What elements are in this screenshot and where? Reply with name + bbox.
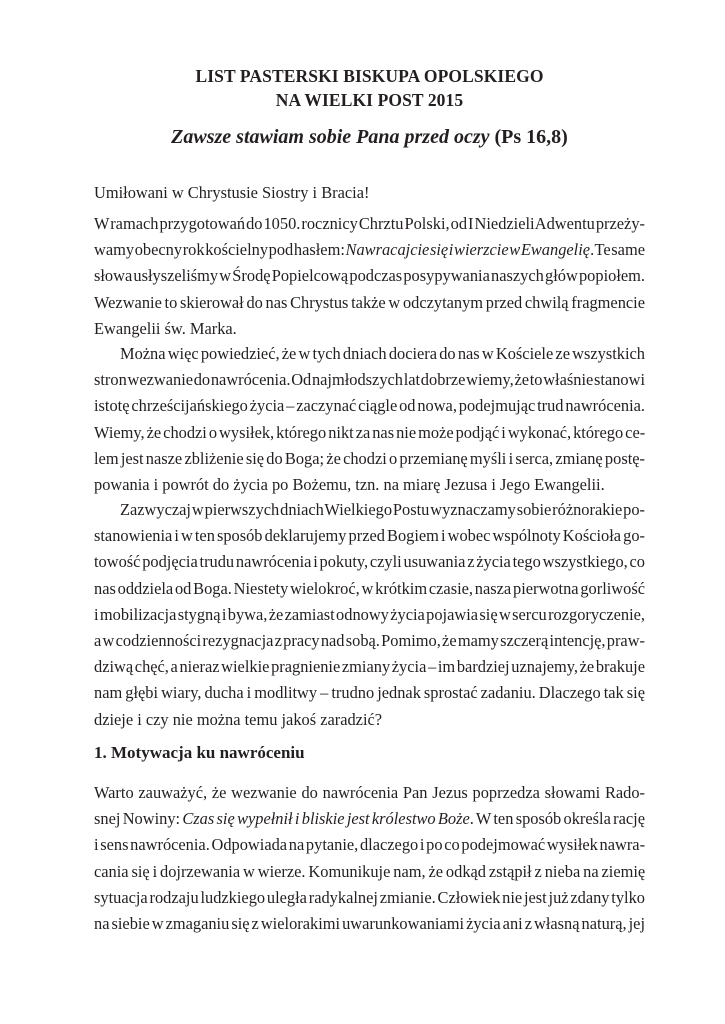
- text-run: snej Nowiny:: [94, 809, 183, 829]
- text-line: Warto zauważyć, że wezwanie do nawrócenia Pan Jezus poprzedza słowami Rado-: [94, 783, 645, 802]
- italic-quote: Czas się wypełnił i bliskie jest królestwo Boże: [182, 809, 470, 829]
- text-line: na siebie w zmaganiu się z wielorakimi uwarunkowaniami życia ani z własną naturą, jej: [94, 913, 645, 933]
- text-line: Wezwanie to skierował do nas Chrystus także w odczytanym przed chwilą fragmencie: [94, 292, 645, 312]
- text-line: i sens nawrócenia. Odpowiada na pytanie, dlaczego i po co podejmować wysiłek nawra-: [94, 835, 646, 855]
- text-line: słowa usłyszeliśmy w Środę Popielcową podczas posypywania naszych głów popiołem.: [94, 266, 645, 286]
- text-line: Można więc powiedzieć, że w tych dniach dociera do nas w Kościele ze wszystkich: [120, 344, 645, 363]
- text-line: stanowienia i w ten sposób deklarujemy przed Bogiem i wobec wspólnoty Kościoła go-: [94, 526, 645, 546]
- text-line: [94, 237, 645, 263]
- text-line: Ewangelii św. Marka.: [94, 318, 237, 338]
- text-line: cania się i dojrzewania w wierze. Komunikuje nam, że odkąd zstąpił z nieba na ziemię: [94, 861, 646, 881]
- text-line: stron wezwanie do nawrócenia. Od najmłodszych lat dobrze wiemy, że to właśnie stanowi: [94, 370, 645, 390]
- text-line: dzieje i czy nie można temu jakoś zaradzić?: [94, 709, 383, 729]
- subtitle-quote: Zawsze stawiam sobie Pana przed oczy: [171, 126, 490, 148]
- document-title-line1: LIST PASTERSKI BISKUPA OPOLSKIEGO: [195, 66, 544, 86]
- text-line: dziwą chęć, a nieraz wielkie pragnienie zmiany życia – im bardziej uznajemy, że brakuje: [94, 657, 645, 677]
- salutation: Umiłowani w Chrystusie Siostry i Bracia!: [94, 183, 370, 202]
- text-run: . W ten sposób określa rację: [469, 809, 645, 829]
- text-line: nam głębi wiary, ducha i modlitwy – trudno jednak sprostać zadaniu. Dlaczego tak się: [94, 683, 645, 703]
- text-line: [94, 806, 645, 832]
- text-line: sytuacja rodzaju ludzkiego uległa radykalnej zmianie. Człowiek nie jest już zdany tylko: [94, 887, 645, 907]
- italic-quote: Nawracajcie się i wierzcie w Ewangelię: [345, 240, 591, 260]
- text-run: wamy obecny rok kościelny pod hasłem:: [94, 240, 346, 260]
- paragraph-1: [94, 211, 645, 342]
- section-heading: 1. Motywacja ku nawróceniu: [94, 743, 305, 762]
- subtitle-reference: (Ps 16,8): [489, 126, 568, 148]
- paragraph-2: [94, 341, 645, 498]
- text-line: W ramach przygotowań do 1050. rocznicy Chrztu Polski, od I Niedzieli Adwentu przeży-: [94, 214, 645, 233]
- text-line: Wiemy, że chodzi o wysiłek, którego nikt za nas nie może podjąć i wykonać, którego ce-: [94, 422, 646, 442]
- text-line: istotę chrześcijańskiego życia – zaczynać ciągle od nowa, podejmując trud nawrócenia.: [94, 396, 645, 416]
- paragraph-4: [94, 780, 645, 937]
- paragraph-3: [94, 497, 645, 733]
- text-line: Zazwyczaj w pierwszych dniach Wielkiego Postu wyznaczamy sobie różnorakie po-: [120, 500, 645, 519]
- document-subtitle: [94, 124, 645, 150]
- text-line: lem jest nasze zbliżenie się do Boga; że chodzi o przemianę myśli i serca, zmianę postę-: [94, 448, 645, 468]
- text-run: . Te same: [590, 240, 645, 260]
- text-line: i mobilizacja stygną i bywa, że zamiast odnowy życia pojawia się w sercu rozgoryczenie,: [94, 604, 645, 624]
- text-line: powania i powrót do życia po Bożemu, tzn. na miarę Jezusa i Jego Ewangelii.: [94, 474, 605, 494]
- document-title-line2: NA WIELKI POST 2015: [275, 90, 464, 110]
- text-line: a w codzienności rezygnacja z pracy nad sobą. Pomimo, że mamy szczerą intencję, praw-: [94, 630, 645, 650]
- text-line: towość podjęcia trudu nawrócenia i pokuty, czyli usuwania z życia tego wszystkiego, co: [94, 552, 645, 572]
- text-line: nas oddziela od Boga. Niestety wielokroć, w krótkim czasie, nasza pierwotna gorliwość: [94, 578, 645, 598]
